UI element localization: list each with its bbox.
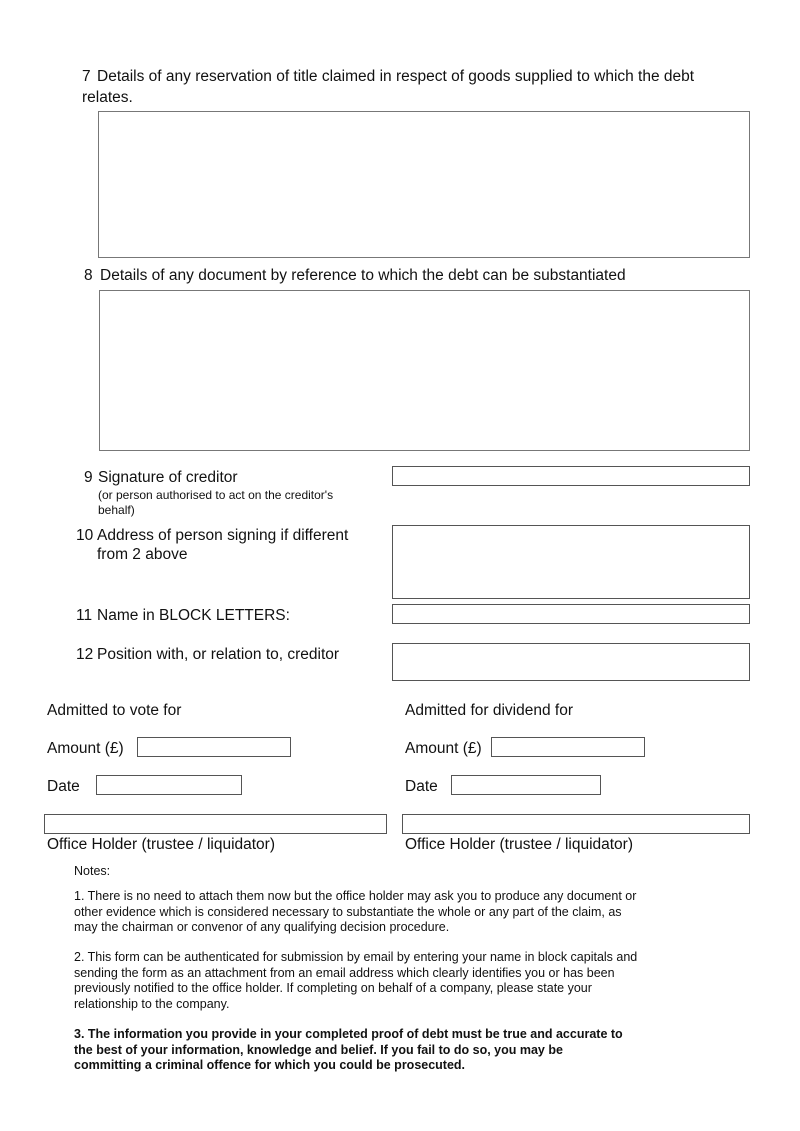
q11-number: 11	[76, 607, 93, 624]
vote-date-label: Date	[47, 778, 80, 795]
note-3-line: 3. The information you provide in your completed proof of debt must be true and accurate to	[74, 1027, 623, 1041]
admitted-vote-title: Admitted to vote for	[47, 702, 182, 719]
note-1-line: other evidence which is considered necessary to substantiate the whole or any part of the claim, as	[74, 904, 622, 919]
note-2	[74, 950, 714, 1012]
q7-label-line1: Details of any reservation of title claimed in respect of goods supplied to which the debt	[97, 68, 695, 85]
dividend-office-holder-label: Office Holder (trustee / liquidator)	[405, 836, 634, 853]
q12-label: Position with, or relation to, creditor	[97, 646, 340, 663]
vote-office-holder-field[interactable]	[44, 814, 387, 834]
notes-heading: Notes:	[74, 864, 111, 878]
position-field[interactable]	[392, 643, 750, 681]
q9-sub-line2: behalf)	[98, 503, 135, 517]
q9-label: Signature of creditor	[98, 469, 238, 486]
note-1	[74, 889, 714, 936]
dividend-office-holder-field[interactable]	[402, 814, 750, 834]
vote-office-holder-label: Office Holder (trustee / liquidator)	[47, 836, 276, 853]
q7-reservation-textarea[interactable]	[98, 111, 750, 258]
q7-label-line2: relates.	[82, 89, 133, 106]
dividend-amount-label: Amount (£)	[405, 740, 482, 757]
admitted-dividend-title: Admitted for dividend for	[405, 702, 574, 719]
note-3-line: the best of your information, knowledge and belief. If you fail to do so, you may be	[74, 1042, 563, 1057]
q8-number: 8	[84, 267, 93, 284]
vote-date-field[interactable]	[96, 775, 242, 795]
note-1-line: 1. There is no need to attach them now but the office holder may ask you to produce any document or	[74, 889, 637, 903]
note-2-line: 2. This form can be authenticated for submission by email by entering your name in block capitals and	[74, 950, 638, 964]
q7-number: 7	[82, 68, 91, 85]
q12-number: 12	[76, 646, 94, 663]
q11-label: Name in BLOCK LETTERS:	[97, 607, 290, 624]
q9-sub-line1: (or person authorised to act on the creditor's	[98, 488, 334, 502]
q10-label-line2: from 2 above	[97, 546, 188, 563]
vote-amount-label: Amount (£)	[47, 740, 124, 757]
signature-field[interactable]	[392, 466, 750, 486]
note-1-line: may the chairman or convenor of any qualifying decision procedure.	[74, 920, 450, 934]
q8-label: Details of any document by reference to which the debt can be substantiated	[100, 267, 626, 284]
q8-document-textarea[interactable]	[99, 290, 750, 451]
q9-number: 9	[84, 469, 93, 486]
dividend-amount-field[interactable]	[491, 737, 645, 757]
dividend-date-field[interactable]	[451, 775, 601, 795]
note-3-line: committing a criminal offence for which you could be prosecuted.	[74, 1058, 466, 1072]
name-block-letters-field[interactable]	[392, 604, 750, 624]
note-2-line: previously notified to the office holder. If completing on behalf of a company, please state your	[74, 981, 592, 995]
note-2-line: relationship to the company.	[74, 996, 230, 1011]
note-3	[74, 1027, 714, 1074]
q10-label-line1: Address of person signing if different	[97, 527, 349, 544]
vote-amount-field[interactable]	[137, 737, 291, 757]
note-2-line: sending the form as an attachment from an email address which clearly identifies you or has been	[74, 965, 615, 980]
dividend-date-label: Date	[405, 778, 438, 795]
address-field[interactable]	[392, 525, 750, 599]
q10-number: 10	[76, 527, 94, 544]
